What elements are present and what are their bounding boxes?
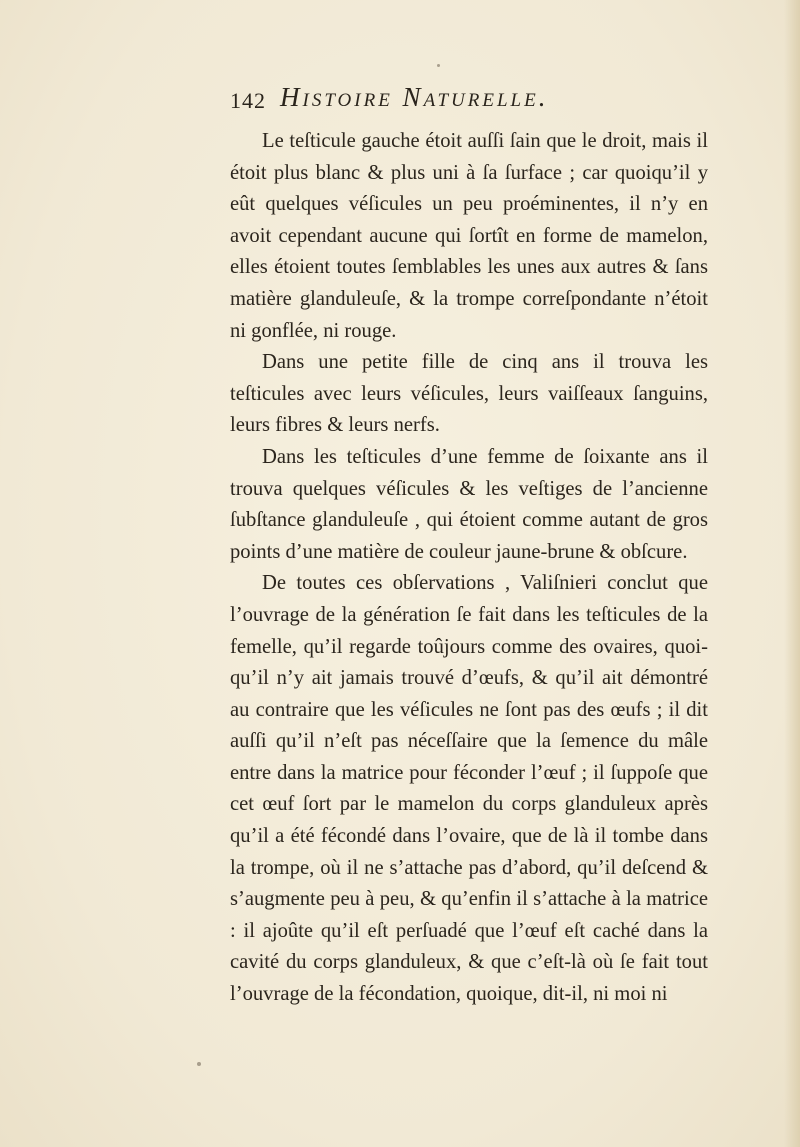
body-text [230, 126, 708, 1011]
running-title: Histoire Naturelle. [280, 82, 549, 112]
paragraph: Dans une petite fille de cinq ans il trouva les teſticules avec leurs véſicules, leurs vaiſſeaux ſanguins, leurs fibres & leurs nerfs. [230, 351, 708, 437]
paragraph: Le teſticule gauche étoit auſſi ſain que le droit, mais il étoit plus blanc & plus uni à ſa ſurface ; car quoiqu’il y eût quelques véſicules un peu proéminentes, il n’y en avoit cependant aucune qui ſortît en forme de mamelon, elles étoient toutes ſemblables les unes aux autres & ſans matière glanduleuſe, & la trompe correſpondante n’étoit ni gonflée, ni rouge. [230, 130, 708, 342]
ink-speck [197, 1062, 201, 1066]
paragraph: De toutes ces obſervations , Valiſnieri conclut que l’ouvrage de la génération ſe fait dans les teſticules de la femelle, qu’il regarde toûjours comme des ovaires, quoi-qu’il n’y ait jamais trouvé d’œufs, & qu’il ait démontré au contraire que les véſicules ne ſont pas des œufs ; il dit auſſi qu’il n’eſt pas néceſſaire que la ſemence du mâle entre dans la matrice pour féconder l’œuf ; il ſuppoſe que cet œuf ſort par le mamelon du corps glanduleux après qu’il a été fécondé dans l’ovaire, que de là il tombe dans la trompe, où il ne s’attache pas d’abord, qu’il deſcend & s’augmente peu à peu, & qu’enfin il s’attache à la matrice : il ajoûte qu’il eſt perſuadé que l’œuf eſt caché dans la cavité du corps glanduleux, & que c’eſt-là où ſe fait tout l’ouvrage de la fécondation, quoique, dit-il, ni moi ni [230, 572, 708, 1006]
ink-speck [437, 64, 440, 67]
page-gutter-shadow [784, 0, 800, 1147]
running-head [230, 82, 700, 116]
page-number: 142 [230, 88, 266, 113]
paragraph: Dans les teſticules d’une femme de ſoixante ans il trouva quelques véſicules & les veſtiges de l’ancienne ſubſtance glanduleuſe , qui étoient comme autant de gros points d’une matière de couleur jaune-brune & obſcure. [230, 445, 708, 563]
